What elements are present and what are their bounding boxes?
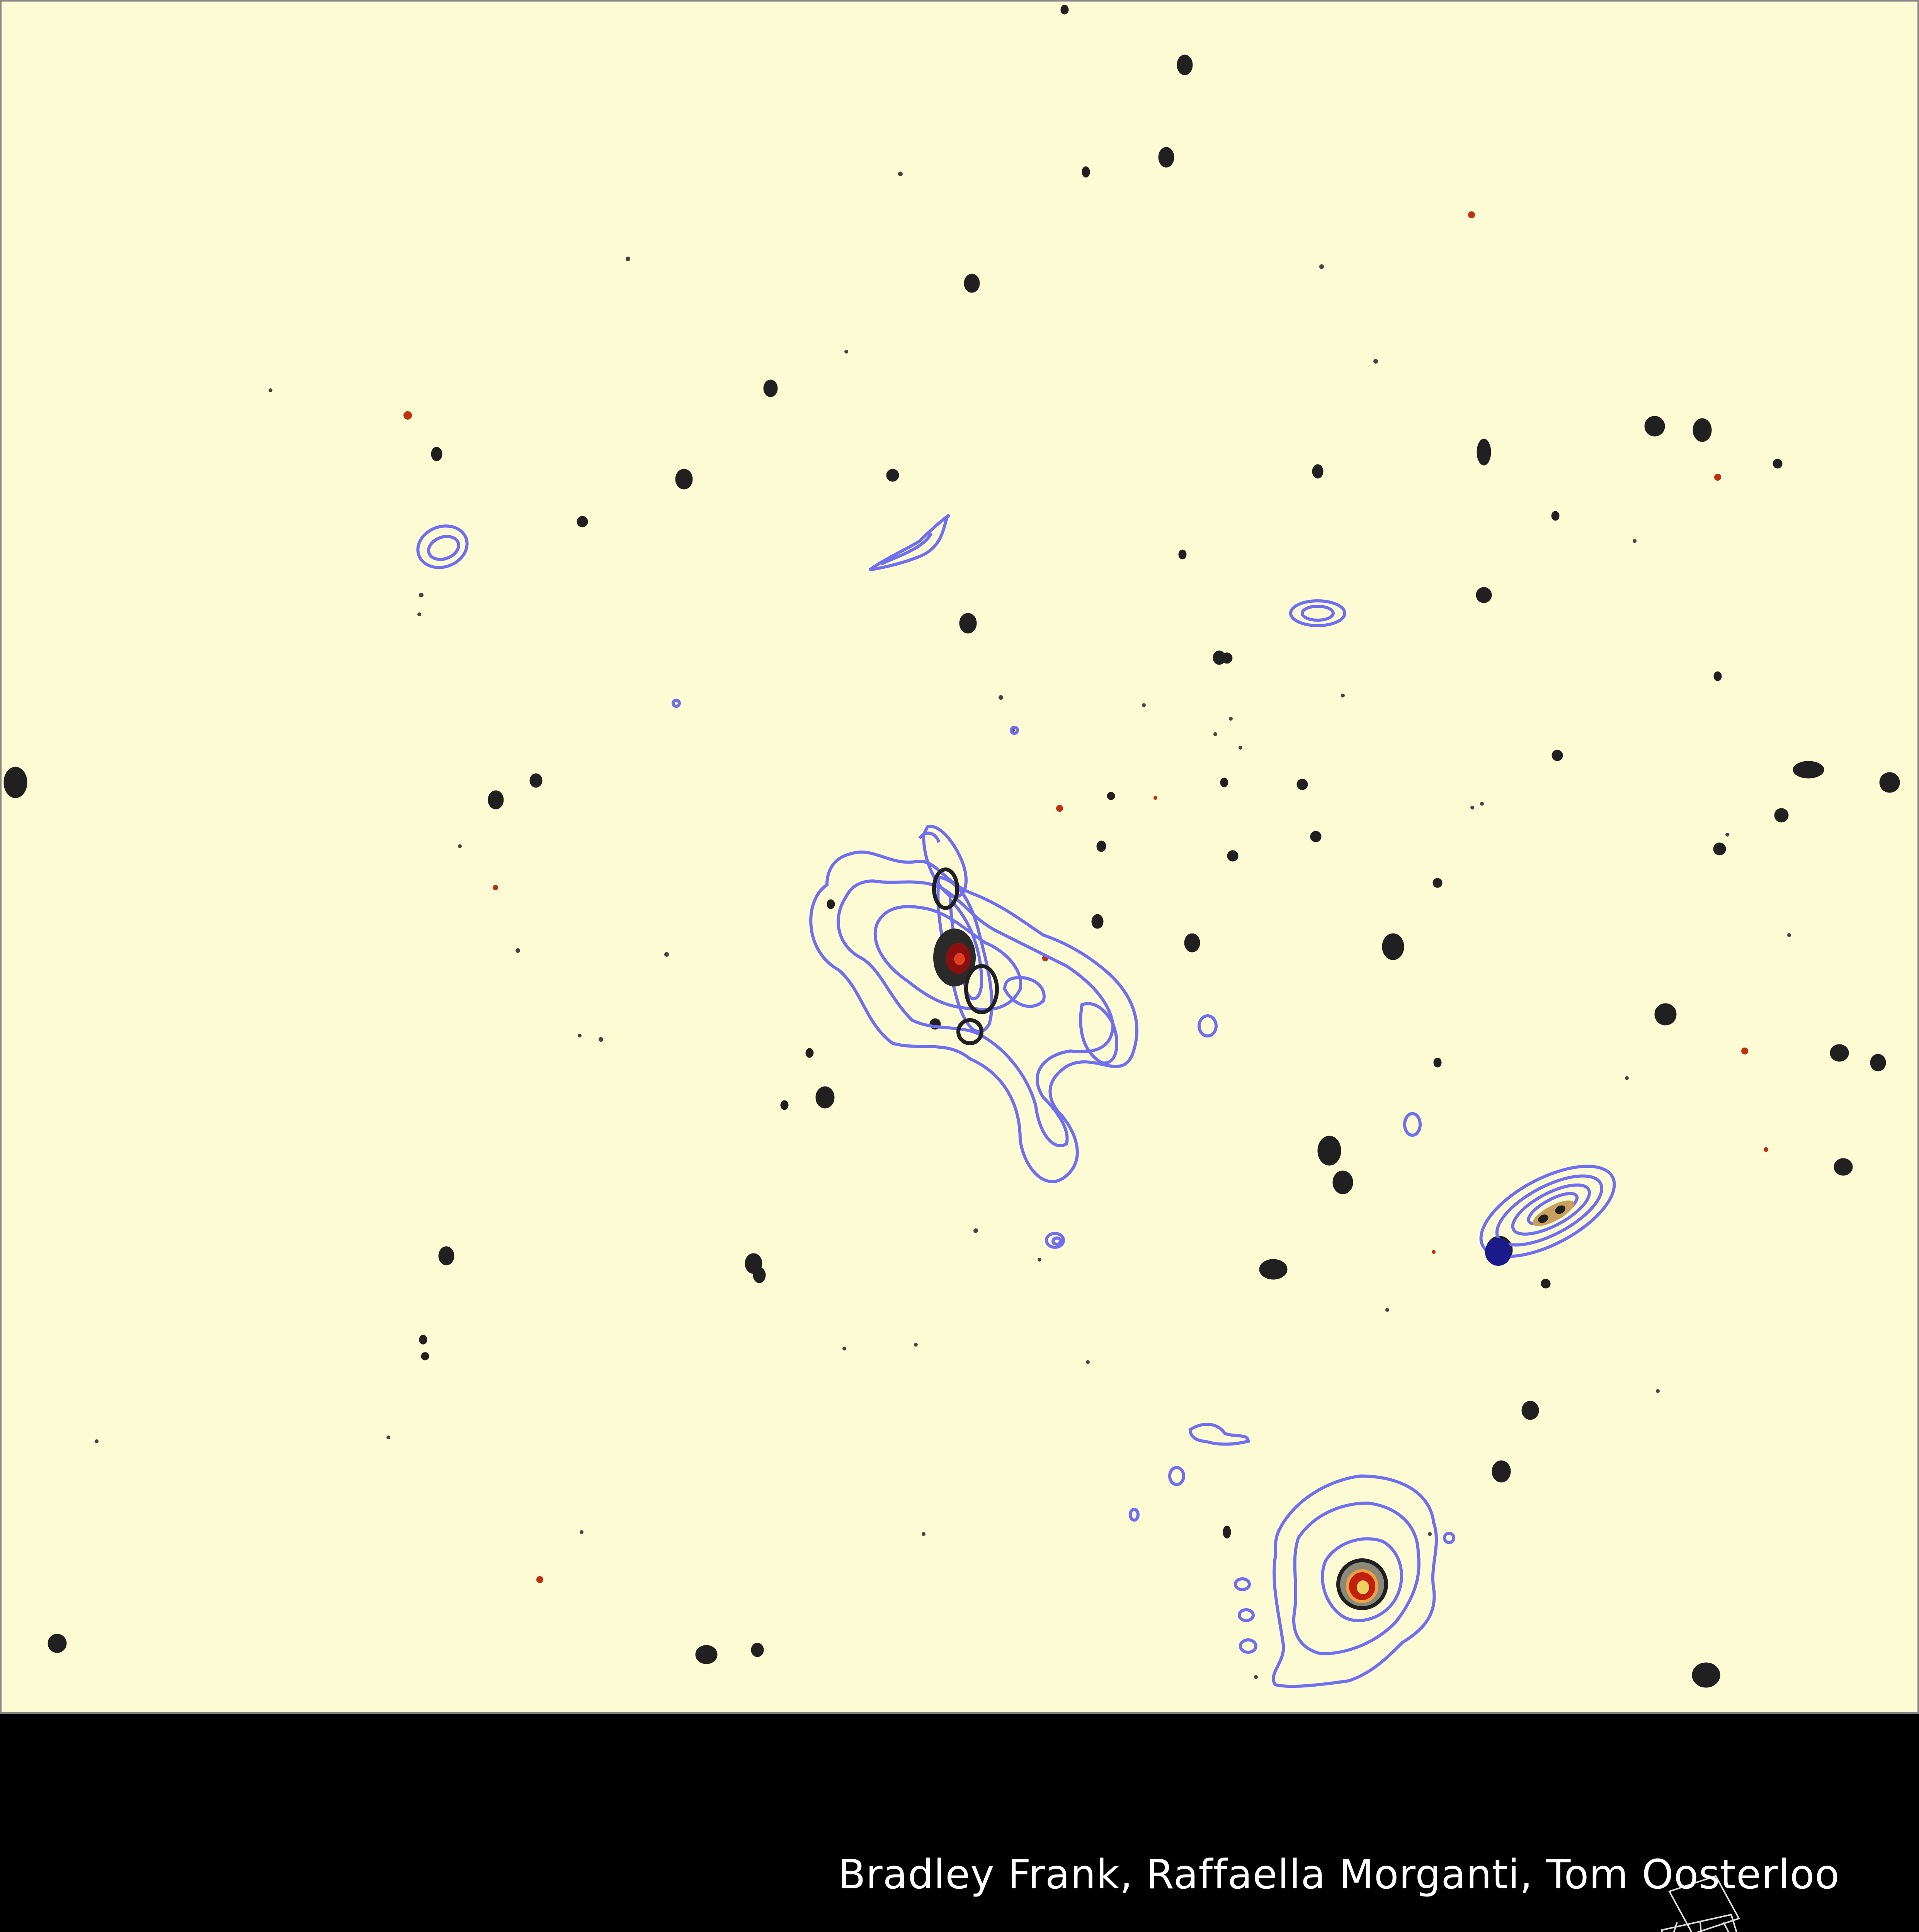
telescope-artwork bbox=[0, 1714, 1919, 1932]
authors-line: Bradley Frank, Raffaella Morganti, Tom Oosterloo bbox=[838, 1851, 1840, 1898]
